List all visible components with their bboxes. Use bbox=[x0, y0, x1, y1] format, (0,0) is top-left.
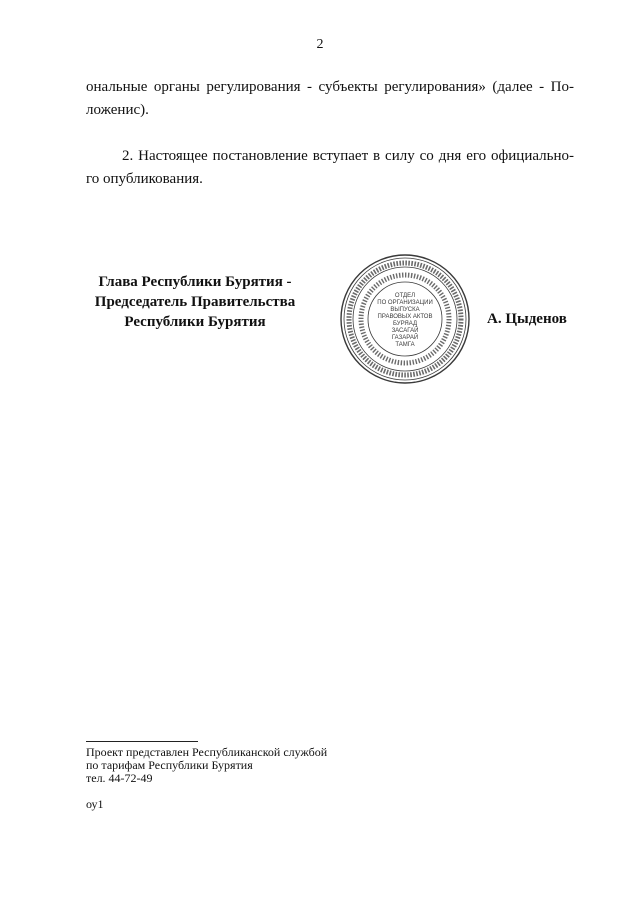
seal-text-line: ВЫПУСКА bbox=[390, 307, 420, 313]
page-number: 2 bbox=[316, 37, 324, 52]
signatory-name: А. Цыденов bbox=[487, 311, 567, 327]
footer-note-line: по тарифам Республики Бурятия bbox=[86, 758, 253, 772]
official-seal bbox=[339, 253, 471, 385]
footer-note-line: Проект представлен Республиканской службой bbox=[86, 745, 328, 759]
paragraph-effective-date bbox=[86, 145, 574, 191]
seal-text-line: ПО ОРГАНИЗАЦИИ bbox=[377, 300, 433, 306]
paragraph-line: 2. Настоящее постановление вступает в силу со дня его официально- bbox=[122, 148, 574, 164]
seal-text-line: БУРЯАД bbox=[392, 321, 418, 327]
footer-note bbox=[86, 746, 327, 785]
seal-text-line: ОТДЕЛ bbox=[394, 293, 416, 299]
signatory-title-line: Глава Республики Бурятия - bbox=[98, 274, 292, 290]
signatory-title bbox=[84, 272, 306, 332]
seal-text-line: ЗАСАГАЙ bbox=[391, 328, 419, 334]
seal-text-line: ПРАВОВЫХ АКТОВ bbox=[377, 314, 433, 320]
seal-text-line: ГАЗАРАЙ bbox=[391, 335, 419, 341]
paragraph-line: ложенис). bbox=[86, 102, 149, 118]
paragraph-line: го опубликования. bbox=[86, 171, 203, 187]
paragraph-line: ональные органы регулирования - субъекты регулирования» (далее - По- bbox=[86, 79, 574, 95]
footer-divider bbox=[86, 741, 198, 742]
seal-text-line: ТАМГА bbox=[395, 342, 415, 348]
signatory-title-line: Республики Бурятия bbox=[124, 314, 266, 330]
footer-note-line: тел. 44-72-49 bbox=[86, 771, 153, 785]
signatory-title-line: Председатель Правительства bbox=[94, 294, 296, 310]
document-code: оу1 bbox=[86, 797, 104, 811]
paragraph-continuation bbox=[86, 76, 574, 122]
